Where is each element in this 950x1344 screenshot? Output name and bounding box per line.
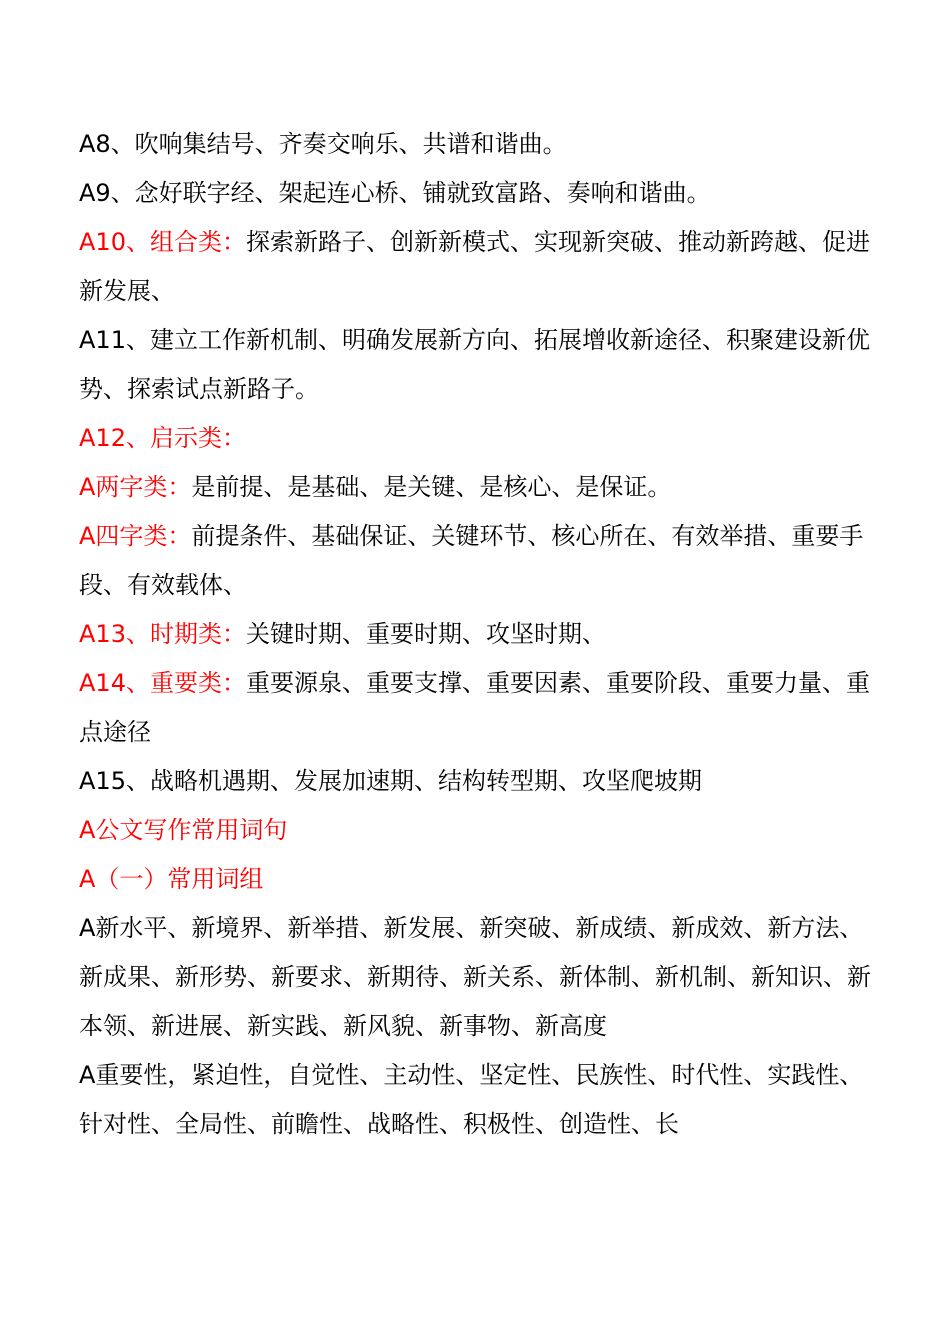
paragraph-two-char xyxy=(79,463,879,512)
paragraph-text: A11、建立工作新机制、明确发展新方向、拓展增收新途径、积聚建设新优势、探索试点新路子。 xyxy=(79,326,870,403)
paragraph-text: A15、战略机遇期、发展加速期、结构转型期、攻坚爬坡期 xyxy=(79,767,702,795)
paragraph-label: A两字类： xyxy=(79,473,192,501)
subsection-heading-word-groups xyxy=(79,855,879,904)
paragraph-a13 xyxy=(79,610,879,659)
paragraph-label: A四字类： xyxy=(79,522,192,550)
paragraph-a9 xyxy=(79,169,879,218)
paragraph-new-words xyxy=(79,904,879,1051)
paragraph-a12-heading xyxy=(79,414,879,463)
section-heading-common-phrases xyxy=(79,806,879,855)
paragraph-label: A13、时期类： xyxy=(79,620,246,648)
paragraph-text: A重要性，紧迫性，自觉性、主动性、坚定性、民族性、时代性、实践性、针对性、全局性、前瞻性、战略性、积极性、创造性、长 xyxy=(79,1061,864,1138)
paragraph-text: A9、念好联字经、架起连心桥、铺就致富路、奏响和谐曲。 xyxy=(79,179,711,207)
paragraph-label: A10、组合类： xyxy=(79,228,246,256)
paragraph-text: 前提条件、基础保证、关键环节、核心所在、有效举措、重要手段、有效载体、 xyxy=(79,522,864,599)
paragraph-text: 探索新路子、创新新模式、实现新突破、推动新跨越、促进新发展、 xyxy=(79,228,870,305)
paragraph-text: A8、吹响集结号、齐奏交响乐、共谱和谐曲。 xyxy=(79,130,567,158)
paragraph-a10 xyxy=(79,218,879,316)
paragraph-nature-words xyxy=(79,1051,879,1149)
paragraph-a15 xyxy=(79,757,879,806)
paragraph-text: 关键时期、重要时期、攻坚时期、 xyxy=(245,620,606,648)
paragraph-a11 xyxy=(79,316,879,414)
paragraph-text: 是前提、是基础、是关键、是核心、是保证。 xyxy=(191,473,672,501)
paragraph-text: A公文写作常用词句 xyxy=(79,816,288,844)
paragraph-label: A14、重要类： xyxy=(79,669,246,697)
document-body xyxy=(79,120,879,1149)
paragraph-a14 xyxy=(79,659,879,757)
paragraph-text: A12、启示类： xyxy=(79,424,246,452)
paragraph-four-char xyxy=(79,512,879,610)
paragraph-a8 xyxy=(79,120,879,169)
paragraph-text: 重要源泉、重要支撑、重要因素、重要阶段、重要力量、重点途径 xyxy=(79,669,870,746)
paragraph-text: A新水平、新境界、新举措、新发展、新突破、新成绩、新成效、新方法、新成果、新形势、新要求、新期待、新关系、新体制、新机制、新知识、新本领、新进展、新实践、新风貌、新事物、新高度 xyxy=(79,914,871,1040)
paragraph-text: A（一）常用词组 xyxy=(79,865,264,893)
